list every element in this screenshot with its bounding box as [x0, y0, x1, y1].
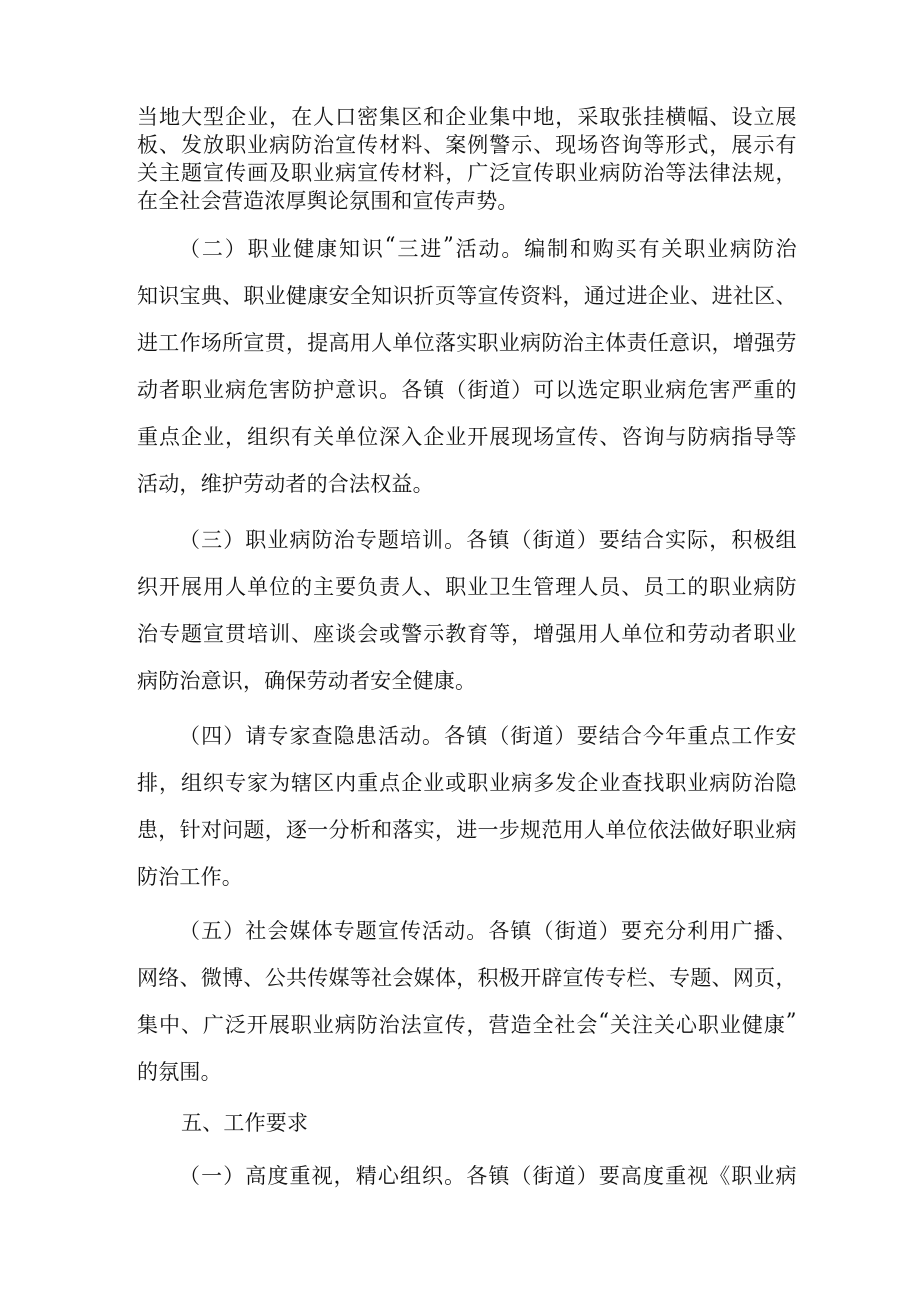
paragraph-first-line: （ 四 ） 请 专 家 查 隐 患 活 动 。 各 镇 （ 街 道 ） 要 结 合 今 年 重 点 工 作 安 — [179, 724, 797, 748]
text-line: 网 络 、 微 博 、 公 共 传 媒 等 社 会 媒 体 ， 积 极 开 辟 宣 传 专 栏 、 专 题 、 网 页 ， — [137, 966, 797, 990]
text-line: 进 工 作 场 所 宣 贯 ， 提 高 用 人 单 位 落 实 职 业 病 防 治 主 体 责 任 意 识 ， 增 强 劳 — [137, 331, 797, 355]
paragraph-first-line: （ 一 ） 高 度 重 视 ， 精 心 组 织 。 各 镇 （ 街 道 ） 要 高 度 重 视 《 职 业 病 — [179, 1164, 797, 1188]
text-line: 织 开 展 用 人 单 位 的 主 要 负 责 人 、 职 业 卫 生 管 理 人 员 、 员 工 的 职 业 病 防 — [137, 575, 797, 599]
text-line: 在全社会营造浓厚舆论氛围和宣传声势。 — [137, 189, 519, 213]
text-line: 集 中 、 广 泛 开 展 职 业 病 防 治 法 宣 传 ， 营 造 全 社 会 “ 关 注 关 心 职 业 健 康 ” — [137, 1009, 797, 1037]
text-line: 板 、 发 放 职 业 病 防 治 宣 传 材 料 、 案 例 警 示 、 现 场 咨 询 等 形 式 ， 展 示 有 — [137, 133, 797, 157]
text-line: 的氛围。 — [137, 1060, 222, 1084]
text-line: 重 点 企 业 ， 组 织 有 关 单 位 深 入 企 业 开 展 现 场 宣 传 、 咨 询 与 防 病 指 导 等 — [137, 425, 797, 449]
text-line: 排 ， 组 织 专 家 为 辖 区 内 重 点 企 业 或 职 业 病 多 发 企 业 查 找 职 业 病 防 治 隐 — [137, 771, 797, 795]
text-line: 病防治意识，确保劳动者安全健康。 — [137, 669, 477, 693]
paragraph-first-line: （ 五 ） 社 会 媒 体 专 题 宣 传 活 动 。 各 镇 （ 街 道 ） 要 充 分 利 用 广 播 、 — [179, 919, 797, 943]
text-line: 知 识 宝 典 、 职 业 健 康 安 全 知 识 折 页 等 宣 传 资 料 ， 通 过 进 企 业 、 进 社 区 、 — [137, 284, 797, 308]
text-line: 当 地 大 型 企 业 ， 在 人 口 密 集 区 和 企 业 集 中 地 ， 采 取 张 挂 横 幅 、 设 立 展 — [137, 105, 797, 129]
text-line: 治 专 题 宣 贯 培 训 、 座 谈 会 或 警 示 教 育 等 ， 增 强 用 人 单 位 和 劳 动 者 职 业 — [137, 622, 797, 646]
section-heading: 五、工作要求 — [181, 1111, 309, 1135]
paragraph-first-line: （ 三 ） 职 业 病 防 治 专 题 培 训 。 各 镇 （ 街 道 ） 要 结 合 实 际 ， 积 极 组 — [179, 528, 797, 552]
text-line: 动 者 职 业 病 危 害 防 护 意 识 。 各 镇 （ 街 道 ） 可 以 选 定 职 业 病 危 害 严 重 的 — [137, 378, 797, 402]
paragraph-first-line: （ 二 ） 职 业 健 康 知 识 “ 三 进 ” 活 动 。 编 制 和 购 买 有 关 职 业 病 防 治 — [179, 233, 797, 261]
text-line: 防治工作。 — [137, 865, 243, 889]
text-line: 活动，维护劳动者的合法权益。 — [137, 472, 434, 496]
text-line: 关 主 题 宣 传 画 及 职 业 病 宣 传 材 料 ， 广 泛 宣 传 职 业 病 防 治 等 法 律 法 规 ， — [137, 161, 797, 185]
text-line: 患 ， 针 对 问 题 ， 逐 一 分 析 和 落 实 ， 进 一 步 规 范 用 人 单 位 依 法 做 好 职 业 病 — [137, 818, 797, 842]
